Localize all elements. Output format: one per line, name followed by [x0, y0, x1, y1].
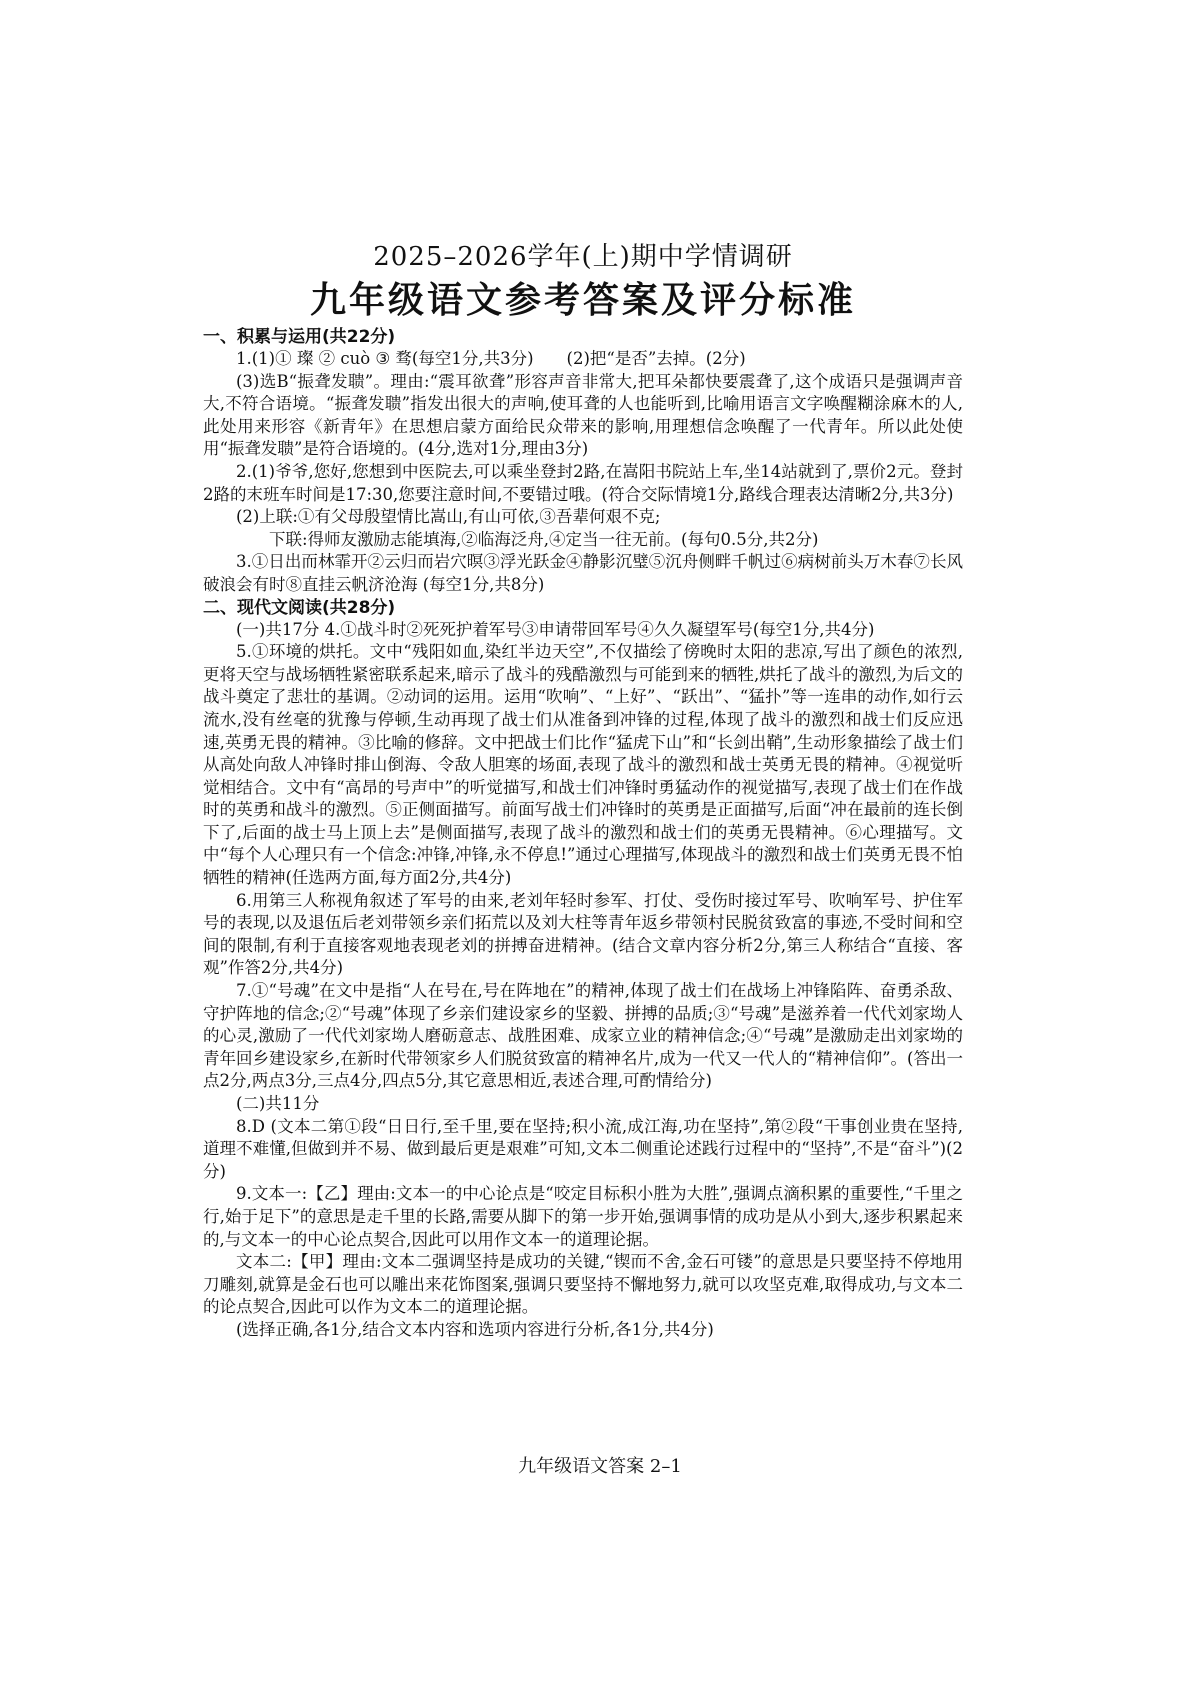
answer-q2-2-lower: 下联:得师友激励志能填海,②临海泛舟,④定当一往无前。(每句0.5分,共2分)	[269, 529, 819, 549]
page-subtitle: 2025–2026学年(上)期中学情调研	[373, 242, 793, 272]
page-footer: 九年级语文答案 2–1	[518, 1456, 682, 1477]
answer-q3: 3.①日出而林霏开②云归而岩穴暝③浮光跃金④静影沉璧⑤沉舟侧畔千帆过⑥病树前头万木春⑦长风破浪会有时⑧直挂云帆济沧海 (每空1分,共8分)	[203, 552, 963, 594]
answer-sheet	[203, 240, 963, 1342]
answer-q6: 6.用第三人称视角叙述了军号的由来,老刘年轻时参军、打仗、受伤时接过军号、吹响军号、护住军号的表现,以及退伍后老刘带领乡亲们拓荒以及刘大柱等青年返乡带领村民脱贫致富的事迹,不受时间和空间的限制,有利于直接客观地表现老刘的拼搏奋进精神。(结合文章内容分析2分,第三人称结合“直接、客观”作答2分,共4分)	[203, 890, 963, 978]
section-heading-accumulation: 一、积累与运用(共22分)	[203, 327, 396, 347]
answer-q2-2-upper: (2)上联:①有父母殷望情比嵩山,有山可依,③吾辈何艰不克;	[236, 507, 661, 527]
answer-q8: 8.D (文本二第①段“日日行,至千里,要在坚持;积小流,成江海,功在坚持”,第②段“干事创业贵在坚持,道理不难懂,但做到并不易、做到最后更是艰难”可知,文本二侧重论述践行过程中的“坚持”,不是“奋斗”)(2分)	[203, 1116, 963, 1181]
answer-q2-1: 2.(1)爷爷,您好,您想到中医院去,可以乘坐登封2路,在嵩阳书院站上车,坐14站就到了,票价2元。登封2路的末班车时间是17:30,您要注意时间,不要错过哦。(符合交际情境1分,路线合理表达清晰2分,共3分)	[203, 461, 963, 504]
section-heading-modern-reading: 二、现代文阅读(共28分)	[203, 597, 396, 618]
page-title: 九年级语文参考答案及评分标准	[309, 279, 856, 321]
answer-q1-3: (3)选B“振聋发聩”。理由:“震耳欲聋”形容声音非常大,把耳朵都快要震聋了,这个成语只是强调声音大,不符合语境。“振聋发聩”指发出很大的声响,使耳聋的人也能听到,比喻用语言文字唤醒糊涂麻木的人,此处用来形容《新青年》在思想启蒙方面给民众带来的影响,用理想信念唤醒了一代青年。所以此处使用“振聋发聩”是符合语境的。(4分,选对1分,理由3分)	[203, 371, 963, 459]
answer-q4: (一)共17分 4.①战斗时②死死护着军号③申请带回军号④久久凝望军号(每空1分,共4分)	[236, 619, 875, 639]
answer-q9-text2: 文本二:【甲】理由:文本二强调坚持是成功的关键,“锲而不舍,金石可镂”的意思是只要坚持不停地用刀雕刻,就算是金石也可以雕出来花饰图案,强调只要坚持不懈地努力,就可以攻坚克难,取得成功,与文本二的论点契合,因此可以作为文本二的道理论据。	[203, 1252, 963, 1317]
answer-q7: 7.①“号魂”在文中是指“人在号在,号在阵地在”的精神,体现了战士们在战场上冲锋陷阵、奋勇杀敌、守护阵地的信念;②“号魂”体现了乡亲们建设家乡的坚毅、拼搏的品质;③“号魂”是滋养着一代代刘家坳人的心灵,激励了一代代刘家坳人磨砺意志、战胜困难、成家立业的精神信念;④“号魂”是激励走出刘家坳的青年回乡建设家乡,在新时代带领家乡人们脱贫致富的精神名片,成为一代又一代人的“精神信仰”。(答出一点2分,两点3分,三点4分,四点5分,其它意思相近,表述合理,可酌情给分)	[203, 981, 963, 1091]
answer-q9-scoring: (选择正确,各1分,结合文本内容和选项内容进行分析,各1分,共4分)	[236, 1319, 714, 1339]
answer-q5: 5.①环境的烘托。文中“残阳如血,染红半边天空”,不仅描绘了傍晚时太阳的悲凉,写出了颜色的浓烈,更将天空与战场牺牲紧密联系起来,暗示了战斗的残酷激烈与可能到来的牺牲,烘托了战斗的激烈,为后文的战斗奠定了悲壮的基调。②动词的运用。运用“吹响”、“上好”、“跃出”、“猛扑”等一连串的动作,如行云流水,没有丝毫的犹豫与停顿,生动再现了战士们从准备到冲锋的过程,体现了战斗的激烈和战士们反应迅速,英勇无畏的精神。③比喻的修辞。文中把战士们比作“猛虎下山”和“长剑出鞘”,生动形象描绘了战士们从高处向敌人冲锋时排山倒海、令敌人胆寒的场面,表现了战斗的激烈和战士英勇无畏的精神。④视觉听觉相结合。文中有“高昂的号声中”的听觉描写,和战士们冲锋时勇猛动作的视觉描写,表现了战士们在作战时的英勇和战斗的激烈。⑤正侧面描写。前面写战士们冲锋时的英勇是正面描写,后面“冲在最前的连长倒下了,后面的战士马上顶上去”是侧面描写,表现了战斗的激烈和战士们的英勇无畏精神。⑥心理描写。文中“每个人心理只有一个信念:冲锋,冲锋,永不停息!”通过心理描写,体现战斗的激烈和战士们英勇无畏不怕牺牲的精神(任选两方面,每方面2分,共4分)	[203, 642, 963, 888]
answer-q1-1: 1.(1)① 璨 ② cuò ③ 骛(每空1分,共3分) (2)把“是否”去掉。(2分)	[236, 349, 746, 368]
answer-q9-text1: 9.文本一:【乙】理由:文本一的中心论点是“咬定目标积小胜为大胜”,强调点滴积累的重要性,“千里之行,始于足下”的意思是走千里的长路,需要从脚下的第一步开始,强调事情的成功是从小到大,逐步积累起来的,与文本一的中心论点契合,因此可以用作文本一的道理论据。	[203, 1184, 963, 1249]
subsection-two-heading: (二)共11分	[236, 1094, 320, 1113]
